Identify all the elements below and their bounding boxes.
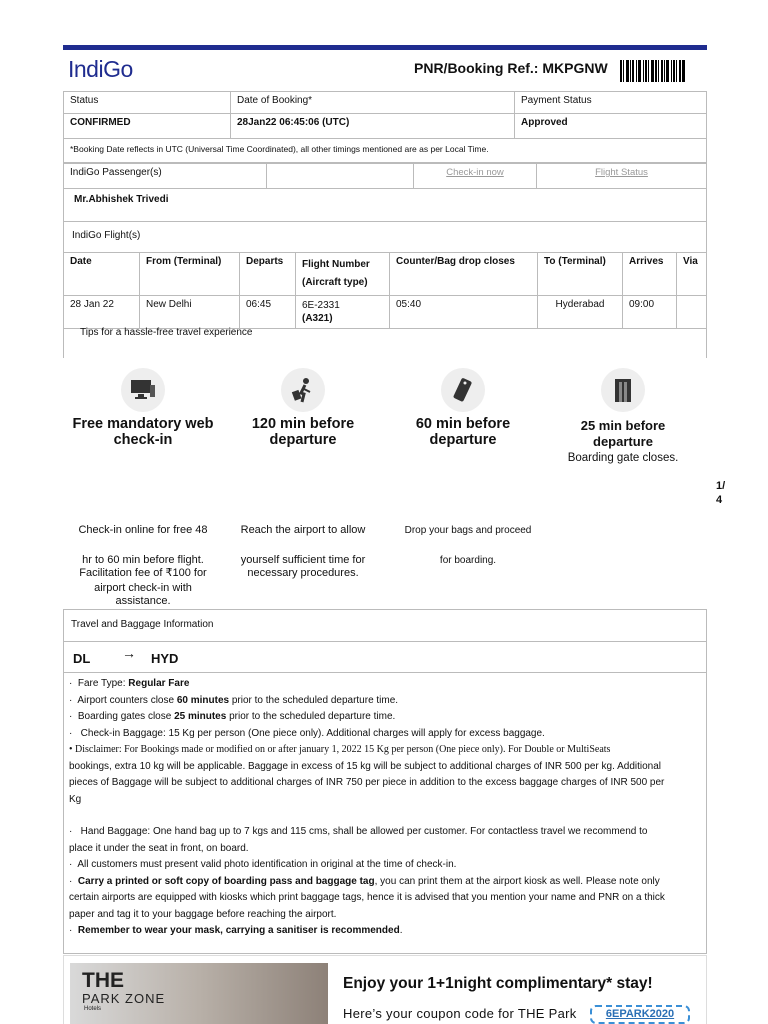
tip-60-min: 60 min before departure — [383, 368, 543, 448]
col-flight-number: Flight Number (Aircraft type) — [296, 253, 390, 296]
tip-web-checkin: Free mandatory web check-in — [63, 368, 223, 448]
gates-close: · Boarding gates close 25 minutes prior to the scheduled departure time. — [69, 711, 396, 722]
ad-subline: Here’s your coupon code for THE Park — [343, 1006, 577, 1021]
status-value: CONFIRMED — [64, 114, 231, 139]
flight-number: 6E-2331 — [302, 300, 340, 311]
route-from: DL — [73, 651, 91, 666]
status-label: Status — [64, 92, 231, 114]
utc-note: *Booking Date reflects in UTC (Universal Time Coordinated), all other timings mentioned are as per Local Time. — [64, 139, 707, 163]
ad-headline: Enjoy your 1+1night complimentary* stay! — [343, 975, 653, 992]
baggage-section-header: Travel and Baggage Information — [63, 609, 707, 642]
photo-id: · All customers must present valid photo identification in original at the time of check-in. — [69, 859, 457, 870]
disclaimer: • Disclaimer: For Bookings made or modified on or after january 1, 2022 15 Kg per person (One piece only). For Double or MultiSeats — [69, 744, 611, 755]
baggage-list: · Fare Type: Regular Fare · Airport counters close 60 minutes prior to the scheduled departure time. · Boarding gates close 25 minutes prior to the scheduled departure time. · Check-in Baggage: 15 Kg per person (One piece only). Additional charges will apply for excess baggage. • Disclaimer: For Bookings made or modified on or after january 1, 2022 15 Kg per person (One piece only). For Double or MultiSeats bookings, extra 10 kg will be applicable. Baggage in excess of 15 kg will be subject to additional charges of INR 500 per kg. Additional pieces of Baggage will be subject to additional charges of INR 750 per piece in addition to the excess baggage charges of INR 500 per Kg · Hand Baggage: One hand bag up to 7 kgs and 115 cms, shall be allowed per customer. For contactless travel we recommend to place it under the seat in front, on board. · All customers must present valid photo identification in original at the time of check-in. · Carry a printed or soft copy of boarding pass and baggage tag, you can print them at the airport kiosk as well. Please note only certain airports are equipped with kiosks which print baggage tags, hence it is advised that you mention your name and PNR on a thick paper and tag it to your baggage before reaching the airport. · Remember to wear your mask, carrying a sanitiser is recommended. — [69, 676, 705, 940]
tip-25-min: 25 min before departure Boarding gate closes. — [543, 368, 703, 465]
tips-box — [63, 327, 707, 358]
indigo-logo: IndiGo — [68, 56, 133, 82]
pnr-booking-ref: PNR/Booking Ref.: MKPGNW — [414, 60, 608, 76]
boarding-gate-icon — [601, 368, 645, 412]
flight-from: New Delhi — [140, 296, 240, 329]
park-zone-logo: THE — [82, 969, 124, 992]
checkin-baggage: · Check-in Baggage: 15 Kg per person (One piece only). Additional charges will apply for excess baggage. — [69, 727, 545, 739]
passengers-table — [63, 163, 707, 253]
tip-120-min: 120 min before departure — [223, 368, 383, 448]
route-to: HYD — [151, 651, 179, 666]
walking-traveller-icon — [281, 368, 325, 412]
col-aircraft-type: (Aircraft type) — [302, 277, 368, 288]
tip-web-checkin-desc: Check-in online for free 48 hr to 60 min before flight. Facilitation fee of ₹100 for airport check-in with assistance. — [78, 524, 208, 607]
flight-status-link[interactable]: Flight Status — [595, 167, 648, 178]
boarding-gate-closes: Boarding gate closes. — [567, 452, 679, 464]
flights-label: IndiGo Flight(s) — [64, 222, 707, 253]
col-to: To (Terminal) — [538, 253, 623, 296]
col-from: From (Terminal) — [140, 253, 240, 296]
tip-60-min-desc: Drop your bags and proceed for boarding. — [404, 525, 532, 566]
date-of-booking-value: 28Jan22 06:45:06 (UTC) — [231, 114, 515, 139]
flights-table — [63, 252, 707, 329]
tip-120-min-desc: Reach the airport to allow yourself sufficient time for necessary procedures. — [240, 524, 366, 579]
passengers-label: IndiGo Passenger(s) — [64, 164, 267, 189]
date-of-booking-label: Date of Booking* — [231, 92, 515, 114]
col-arrives: Arrives — [623, 253, 677, 296]
flight-aircraft: (A321) — [302, 313, 333, 324]
counters-close: · Airport counters close 60 minutes prior to the scheduled departure time. — [69, 694, 399, 706]
flight-row — [64, 296, 707, 329]
barcode-icon — [620, 60, 696, 82]
hand-baggage: · Hand Baggage: One hand bag up to 7 kgs and 115 cms, shall be allowed per customer. For contactless travel we recommend to — [69, 826, 648, 837]
flight-via — [677, 296, 707, 329]
route-arrow-icon: → — [122, 645, 136, 661]
flight-date: 28 Jan 22 — [64, 296, 140, 329]
payment-status-label: Payment Status — [515, 92, 707, 114]
flight-departs: 06:45 — [240, 296, 296, 329]
coupon-code[interactable]: 6EPARK2020 — [590, 1005, 690, 1024]
flight-to: Hyderabad — [538, 296, 623, 329]
flight-counter: 05:40 — [390, 296, 538, 329]
fare-type: · Fare Type: Regular Fare — [69, 678, 190, 689]
booking-status-table — [63, 91, 707, 163]
check-in-now-link[interactable]: Check-in now — [446, 167, 504, 178]
carry-boarding-pass: · Carry a printed or soft copy of boarding pass and baggage tag, you can print them at the airport kiosk as well. Please note only — [69, 875, 660, 887]
payment-status-value: Approved — [515, 114, 707, 139]
flight-arrives: 09:00 — [623, 296, 677, 329]
baggage-section-body — [63, 641, 707, 954]
col-via: Via — [677, 253, 707, 296]
page-number: 1/ 4 — [716, 480, 726, 506]
tips-label: Tips for a hassle-free travel experience — [80, 327, 253, 338]
header-bar — [63, 45, 707, 50]
computer-icon — [121, 368, 165, 412]
park-zone-hotel-image: THE PARK ZONE Hotels — [70, 963, 328, 1024]
col-counter: Counter/Bag drop closes — [390, 253, 538, 296]
col-departs: Departs — [240, 253, 296, 296]
col-date: Date — [64, 253, 140, 296]
mask-reminder: · Remember to wear your mask, carrying a sanitiser is recommended. — [69, 925, 403, 936]
baggage-tag-icon — [441, 368, 485, 412]
passenger-name: Mr.Abhishek Trivedi — [64, 189, 707, 222]
